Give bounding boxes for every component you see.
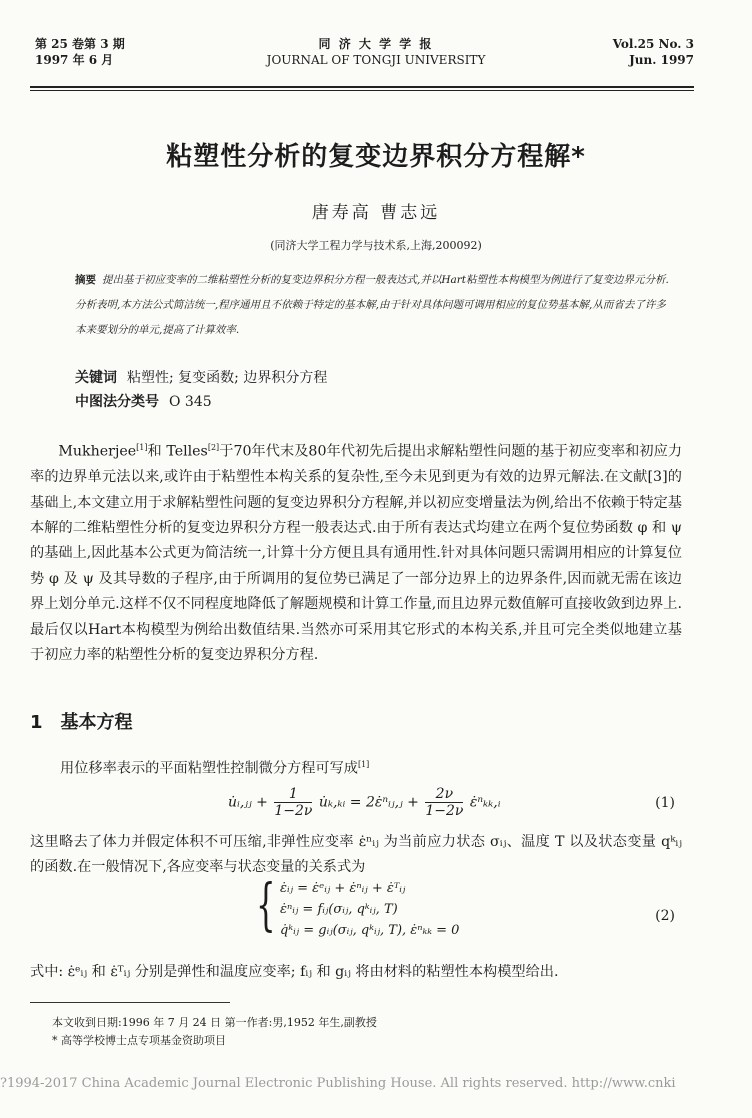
eq2-line2: ε̇ⁿᵢⱼ = fᵢⱼ(σᵢⱼ, qᵏᵢⱼ, T): [280, 902, 398, 917]
eq1-f2-num: 2ν: [425, 786, 463, 803]
section-number: 1: [30, 712, 43, 733]
date-cn: 1997 年 6 月: [35, 53, 114, 67]
header-rule-thick: [30, 86, 694, 88]
equation-1-number: (1): [655, 795, 675, 811]
copyright-watermark: ?1994-2017 China Academic Journal Electronic Publishing House. All rights reserved. http://www.cnki: [0, 1076, 676, 1091]
definitions-paragraph: 式中: ε̇ᵉᵢⱼ 和 ε̇ᵀᵢⱼ 分别是弹性和温度应变率; fᵢⱼ 和 gᵢⱼ 将由材料的粘塑性本构模型给出.: [30, 964, 559, 980]
date-en: Jun. 1997: [629, 53, 694, 67]
para2-ref: [1]: [357, 760, 370, 769]
eq1-f2-den: 1−2ν: [425, 803, 464, 819]
para2-text: 用位移率表示的平面粘塑性控制微分方程可写成: [60, 760, 358, 777]
keywords: [75, 366, 327, 390]
classification: [75, 390, 327, 414]
equation-2-number: (2): [655, 908, 675, 924]
intro-name1: Mukherjee: [58, 443, 137, 460]
journal-name-en: JOURNAL OF TONGJI UNIVERSITY: [266, 53, 486, 67]
intro-text: 于70年代末及80年代初先后提出求解粘塑性问题的基于初应变率和初应力率的边界单元法以来,或许由于粘塑性本构关系的复杂性,至今未见到更为有效的边界元解法.在文献[3]的基础上,本文建立用于求解粘塑性问题的复变边界积分方程解,并以初应变增量法为例,给出不依赖于特定基本解的二维粘塑性分析的复变边界积分方程一般表达式.由于所有表达式均建立在两个复位势函数 φ 和 ψ 的基础上,因此基本公式更为简洁统一,计算十分方便且具有通用性.针对具体问题只需调用相应的计算复位势 φ 及 ψ 及其导数的子程序,由于所调用的复位势已满足了一部分边界上的边界条件,因而就无需在该边界上划分单元.这样不仅不同程度地降低了解题规模和计算工作量,而且边界元数值解可直接收敛到边界上.最后仅以Hart本构模型为例给出数值结果.当然亦可采用其它形式的本构关系,并且可完全类似地建立基于初应力率的粘塑性分析的复变边界积分方程.: [30, 443, 683, 663]
header-rule-thin: [30, 90, 694, 91]
abstract: [75, 268, 675, 343]
volume-issue: 第 25 卷第 3 期: [35, 37, 125, 51]
intro-ref1: [1]: [136, 443, 148, 452]
section-title: 基本方程: [60, 712, 133, 733]
eq1-f1-num: 1: [274, 786, 312, 803]
eq1-fraction-2: [425, 786, 463, 819]
journal-name-cn: 同 济 大 学 学 报: [318, 37, 434, 51]
keywords-block: [75, 366, 327, 414]
strain-rate-paragraph: 这里略去了体力并假定体积不可压缩,非弹性应变率 ε̇ⁿᵢⱼ 为当前应力状态 σᵢⱼ、温度 T 以及状态变量 qᵏᵢⱼ 的函数.在一般情况下,各应变率与状态变量的关系式为: [30, 834, 682, 876]
governing-eq-intro: [60, 752, 660, 782]
header-right: [613, 36, 694, 68]
footnote-received: 本文收到日期:1996 年 7 月 24 日 第一作者:男,1952 年生,副教授: [52, 1016, 377, 1029]
intro-paragraph: [30, 435, 682, 668]
eq1-f1-den: 1−2ν: [274, 803, 313, 819]
classification-label: 中图法分类号: [75, 394, 159, 410]
authors: 唐寿高 曹志远: [311, 203, 441, 223]
keywords-label: 关键词: [75, 370, 117, 386]
footnote-rule: [30, 1002, 230, 1003]
abstract-text: 提出基于初应变率的二维粘塑性分析的复变边界积分方程一般表达式,并以Hart粘塑性本构模型为例进行了复变边界元分析.分析表明,本方法公式简洁统一,程序通用且不依赖于特定的基本解,由于针对具体问题可调用相应的复位势基本解,从而省去了许多本来要划分的单元,提高了计算效率.: [75, 274, 669, 336]
eq1-fraction-1: [274, 786, 312, 819]
keywords-text: 粘塑性; 复变函数; 边界积分方程: [127, 370, 328, 386]
footnote-funding: * 高等学校博士点专项基金资助项目: [52, 1034, 226, 1047]
eq2-line3: q̇ᵏᵢⱼ = gᵢⱼ(σᵢⱼ, qᵏᵢⱼ, T), ε̇ⁿₖₖ = 0: [280, 923, 460, 938]
paper-title: 粘塑性分析的复变边界积分方程解*: [166, 142, 586, 172]
volume-en: Vol.25 No. 3: [612, 37, 694, 51]
classification-text: O 345: [169, 394, 212, 410]
eq1-mid: u̇ₖ,ₖᵢ = 2ε̇ⁿᵢⱼ,ⱼ +: [318, 794, 424, 811]
intro-and: 和: [147, 443, 167, 460]
intro-ref2: [2]: [207, 443, 220, 452]
eq1-lhs: u̇ᵢ,ⱼⱼ +: [228, 794, 273, 811]
equation-brace: {: [256, 873, 276, 938]
eq1-tail: ε̇ⁿₖₖ,ᵢ: [469, 794, 501, 811]
section-heading: [30, 708, 133, 734]
intro-name2: Telles: [166, 443, 208, 460]
eq2-line1: ε̇ᵢⱼ = ε̇ᵉᵢⱼ + ε̇ⁿᵢⱼ + ε̇ᵀᵢⱼ: [280, 881, 406, 896]
affiliation: (同济大学工程力学与技术系,上海,200092): [270, 239, 482, 252]
equation-2: [266, 878, 459, 941]
abstract-label: 摘要: [75, 274, 96, 286]
equation-1: [228, 786, 501, 819]
